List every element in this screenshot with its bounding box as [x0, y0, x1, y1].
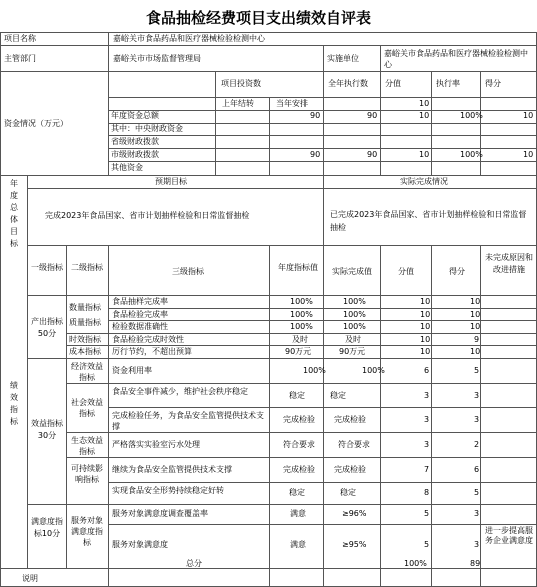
ind-l3: 资金利用率 [112, 366, 152, 375]
l2-qty: 数量指标 [69, 303, 101, 312]
l1-output: 产出指标50分 [31, 317, 63, 338]
ind-got: 10 [470, 310, 481, 319]
ind-actual: 稳定 [340, 488, 356, 497]
ind-target: 稳定 [289, 488, 305, 497]
l2-cost: 成本指标 [69, 347, 101, 356]
ind-l3: 食品检验完成率 [112, 310, 168, 319]
l2-time: 时效指标 [69, 335, 101, 344]
ind-score: 10 [420, 322, 431, 331]
ind-got: 10 [470, 322, 481, 331]
ind-actual: 100% [362, 366, 385, 375]
funds-row-rate: 100% [460, 150, 483, 159]
funds-row-label: 省级财政拨款 [111, 137, 159, 146]
ind-l3: 食品安全事件减少，维护社会秩序稳定 [112, 387, 248, 396]
ind-got: 3 [474, 540, 480, 549]
ind-target: 100% [290, 310, 313, 319]
head-l2: 二级指标 [71, 263, 103, 272]
l1-benefit: 效益指标30分 [31, 419, 63, 440]
head-l3: 三级指标 [172, 267, 204, 276]
dept-value: 嘉峪关市市场监督管理局 [113, 54, 201, 63]
head-target: 年度指标值 [278, 263, 318, 272]
ind-score: 7 [424, 465, 430, 474]
funds-row-exec: 90 [367, 111, 378, 120]
funds-row-got: 10 [523, 150, 534, 159]
goals-expected-text: 完成2023年食品国家、省市计划抽样检验和日常监督抽检 [45, 211, 250, 220]
ind-l3: 继续为食品安全监管提供技术支撑 [112, 465, 232, 474]
goals-actual-head: 实际完成情况 [400, 177, 448, 186]
ind-actual: 稳定 [330, 391, 346, 400]
total-rate: 100% [404, 559, 427, 568]
goals-actual-text: 已完成2023年食品国家、省市计划抽样检验和日常监督抽检 [330, 210, 527, 232]
funds-col-exec: 全年执行数 [328, 79, 368, 88]
l2-social: 社会效益指标 [71, 398, 103, 418]
goals-expected-head: 预期目标 [155, 177, 187, 186]
ind-target: 100% [290, 297, 313, 306]
ind-got: 9 [474, 335, 480, 344]
ind-score: 10 [420, 297, 431, 306]
funds-row-label: 年度资金总额 [111, 111, 159, 120]
funds-row-label: 市级财政拨款 [111, 150, 159, 159]
ind-score: 3 [424, 391, 430, 400]
ind-actual: 90万元 [339, 347, 366, 356]
ind-reason: 进一步提高服务企业满意度 [485, 526, 533, 545]
ind-score: 10 [420, 335, 431, 344]
funds-label: 资金情况（万元） [4, 119, 68, 128]
ind-actual: 及时 [345, 335, 361, 344]
total-label: 总分 [186, 559, 202, 568]
goals-side-label: 年度总体目标 [10, 179, 18, 248]
ind-actual: 100% [343, 297, 366, 306]
l2-sustain: 可持续影响指标 [71, 464, 103, 484]
ind-score: 5 [424, 509, 430, 518]
l2-quality: 质量指标 [69, 318, 101, 327]
ind-actual: 完成检验 [334, 465, 366, 474]
funds-col-score: 分值 [385, 79, 401, 88]
funds-row-score: 10 [419, 111, 430, 120]
project-name-label: 项目名称 [4, 34, 36, 43]
ind-target: 100% [303, 366, 326, 375]
ind-l3: 实现食品安全形势持续稳定好转 [112, 486, 224, 495]
ind-score: 3 [424, 415, 430, 424]
funds-row-label: 其他资金 [111, 163, 143, 172]
ind-actual: 100% [343, 322, 366, 331]
ind-target: 符合要求 [283, 440, 315, 449]
ind-got: 3 [474, 415, 480, 424]
note-label: 说明 [22, 574, 38, 583]
funds-row-label: 其中：中央财政资金 [111, 124, 183, 133]
ind-got: 6 [474, 465, 480, 474]
funds-row-exec: 90 [367, 150, 378, 159]
ind-got: 10 [470, 297, 481, 306]
funds-col-plan: 项目投资数 [221, 79, 261, 88]
ind-target: 完成检验 [283, 415, 315, 424]
ind-got: 2 [474, 440, 480, 449]
head-reason: 未完成原因和改进措施 [485, 253, 533, 274]
ind-target: 100% [290, 322, 313, 331]
ind-l3: 检验数据准确性 [112, 322, 168, 331]
funds-col-got: 得分 [485, 79, 501, 88]
ind-target: 及时 [292, 335, 308, 344]
ind-l3: 完成检验任务，为食品安全监管提供技术支撑 [112, 411, 264, 431]
ind-l3: 服务对象满意度 [112, 540, 168, 549]
project-name-value: 嘉峪关市食品药品和医疗器械检验检测中心 [113, 34, 265, 43]
funds-col-rate: 执行率 [436, 79, 460, 88]
ind-target: 完成检验 [283, 465, 315, 474]
ind-score: 6 [424, 366, 430, 375]
funds-row-got: 10 [523, 111, 534, 120]
total-got: 89 [470, 559, 481, 568]
ind-l3: 食品检验完成时效性 [112, 335, 184, 344]
ind-got: 5 [474, 366, 480, 375]
ind-score: 10 [420, 347, 431, 356]
l2-eco: 生态效益指标 [71, 436, 103, 456]
ind-actual: 100% [343, 310, 366, 319]
ind-l3: 厉行节约，不超出预算 [112, 347, 192, 356]
ind-l3: 服务对象满意度调查覆盖率 [112, 509, 208, 518]
ind-got: 3 [474, 509, 480, 518]
ind-score: 5 [424, 540, 430, 549]
ind-target: 满意 [290, 509, 306, 518]
ind-target: 90万元 [285, 347, 312, 356]
l2-economic: 经济效益指标 [71, 362, 103, 382]
l1-satisfaction: 满意度指标10分 [31, 517, 63, 538]
ind-got: 5 [474, 488, 480, 497]
ind-l3: 食品抽样完成率 [112, 297, 168, 306]
ind-actual: 完成检验 [334, 415, 366, 424]
impl-value: 嘉峪关市食品药品和医疗器械检验检测中心 [384, 49, 528, 69]
funds-row-score: 10 [419, 150, 430, 159]
l2-service: 服务对象满意度指标 [71, 516, 103, 547]
funds-sub-prev: 上年结转 [222, 99, 254, 108]
indicators-side-label: 绩效指标 [10, 381, 18, 426]
ind-target: 稳定 [289, 391, 305, 400]
head-actual: 实际完成值 [332, 267, 372, 276]
ind-got: 3 [474, 391, 480, 400]
ind-l3: 严格落实实验室污水处理 [112, 440, 200, 449]
head-score: 分值 [398, 267, 414, 276]
page-title: 食品抽检经费项目支出绩效自评表 [146, 9, 372, 27]
ind-actual: 符合要求 [338, 440, 370, 449]
ind-actual: ≥95% [342, 540, 367, 549]
dept-label: 主管部门 [4, 54, 36, 63]
ind-score: 3 [424, 440, 430, 449]
ind-score: 10 [420, 310, 431, 319]
head-got: 得分 [449, 267, 465, 276]
funds-row-rate: 100% [460, 111, 483, 120]
funds-row-cur: 90 [310, 111, 321, 120]
funds-row-cur: 90 [310, 150, 321, 159]
funds-score-head: 10 [419, 99, 430, 108]
ind-got: 10 [470, 347, 481, 356]
funds-sub-cur: 当年安排 [276, 99, 308, 108]
impl-label: 实施单位 [327, 54, 359, 63]
ind-target: 满意 [290, 540, 306, 549]
ind-actual: ≥96% [342, 509, 367, 518]
ind-score: 8 [424, 488, 430, 497]
head-l1: 一级指标 [31, 263, 63, 272]
